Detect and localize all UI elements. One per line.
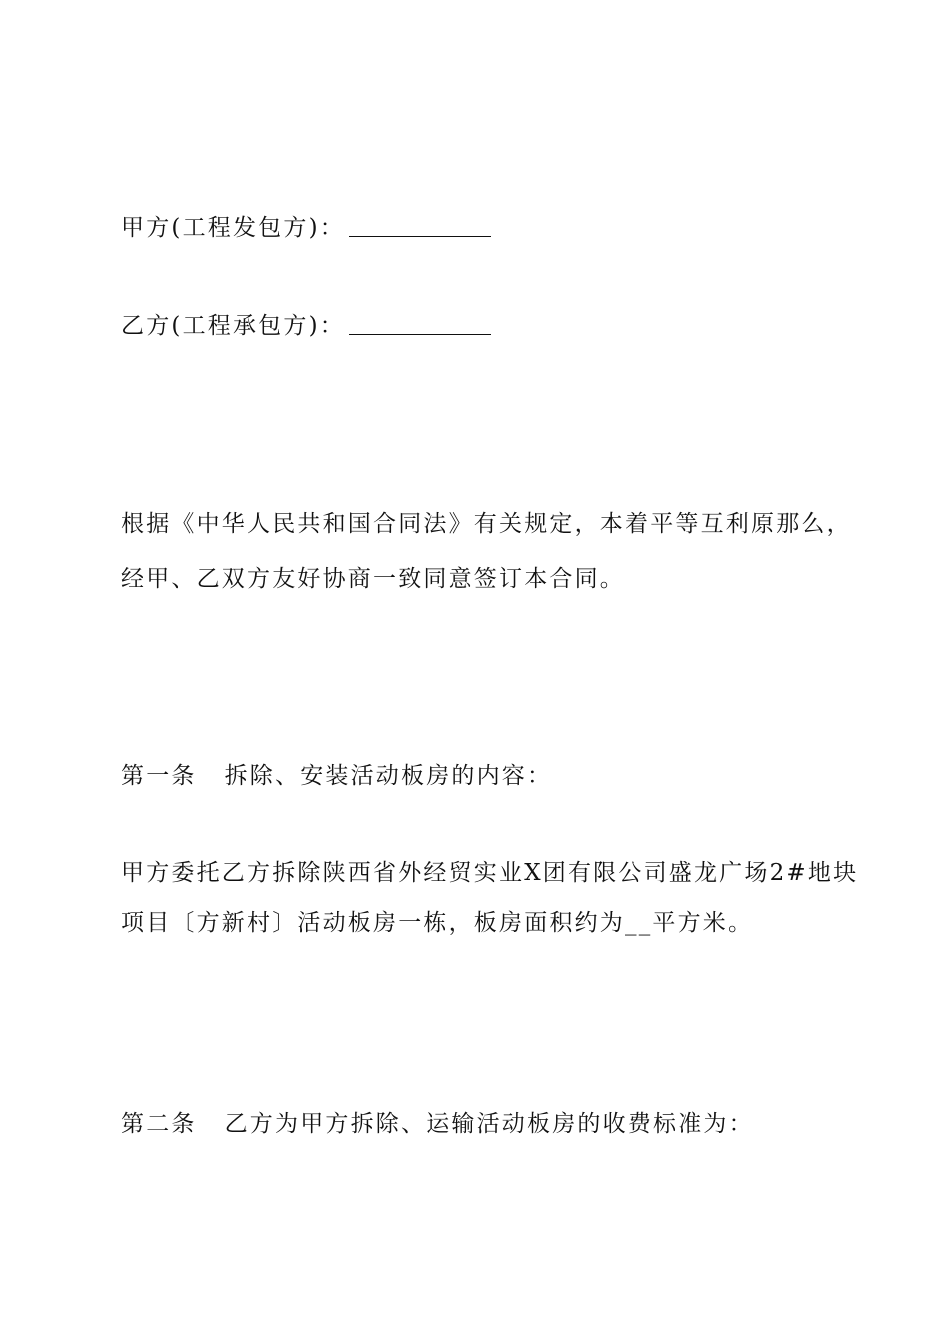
article-1-heading [121,760,552,792]
party-a-line [121,212,491,244]
party-b-label: 乙方(工程承包方)： [121,313,345,339]
article-2-heading [121,1108,754,1140]
article-1-number: 第一条 [121,763,197,789]
preamble-line-2: 经甲、乙双方友好协商一致同意签订本合同。 [121,566,625,592]
preamble-line-1: 根据《中华人民共和国合同法》有关规定，本着平等互利原那么， [121,511,852,537]
party-a-label: 甲方(工程发包方)： [121,215,345,241]
article-1-title: 拆除、安装活动板房的内容： [224,763,553,789]
party-b-blank [349,312,491,335]
article-1-body-line-1: 甲方委托乙方拆除陕西省外经贸实业X团有限公司盛龙广场2#地块 [121,860,859,886]
party-a-blank [349,214,491,237]
article-2-number: 第二条 [121,1111,197,1137]
party-b-line [121,310,491,342]
article-1-body-line-2: 项目〔方新村〕活动板房一栋，板房面积约为__平方米。 [121,910,754,936]
article-2-title: 乙方为甲方拆除、运输活动板房的收费标准为： [224,1111,754,1137]
